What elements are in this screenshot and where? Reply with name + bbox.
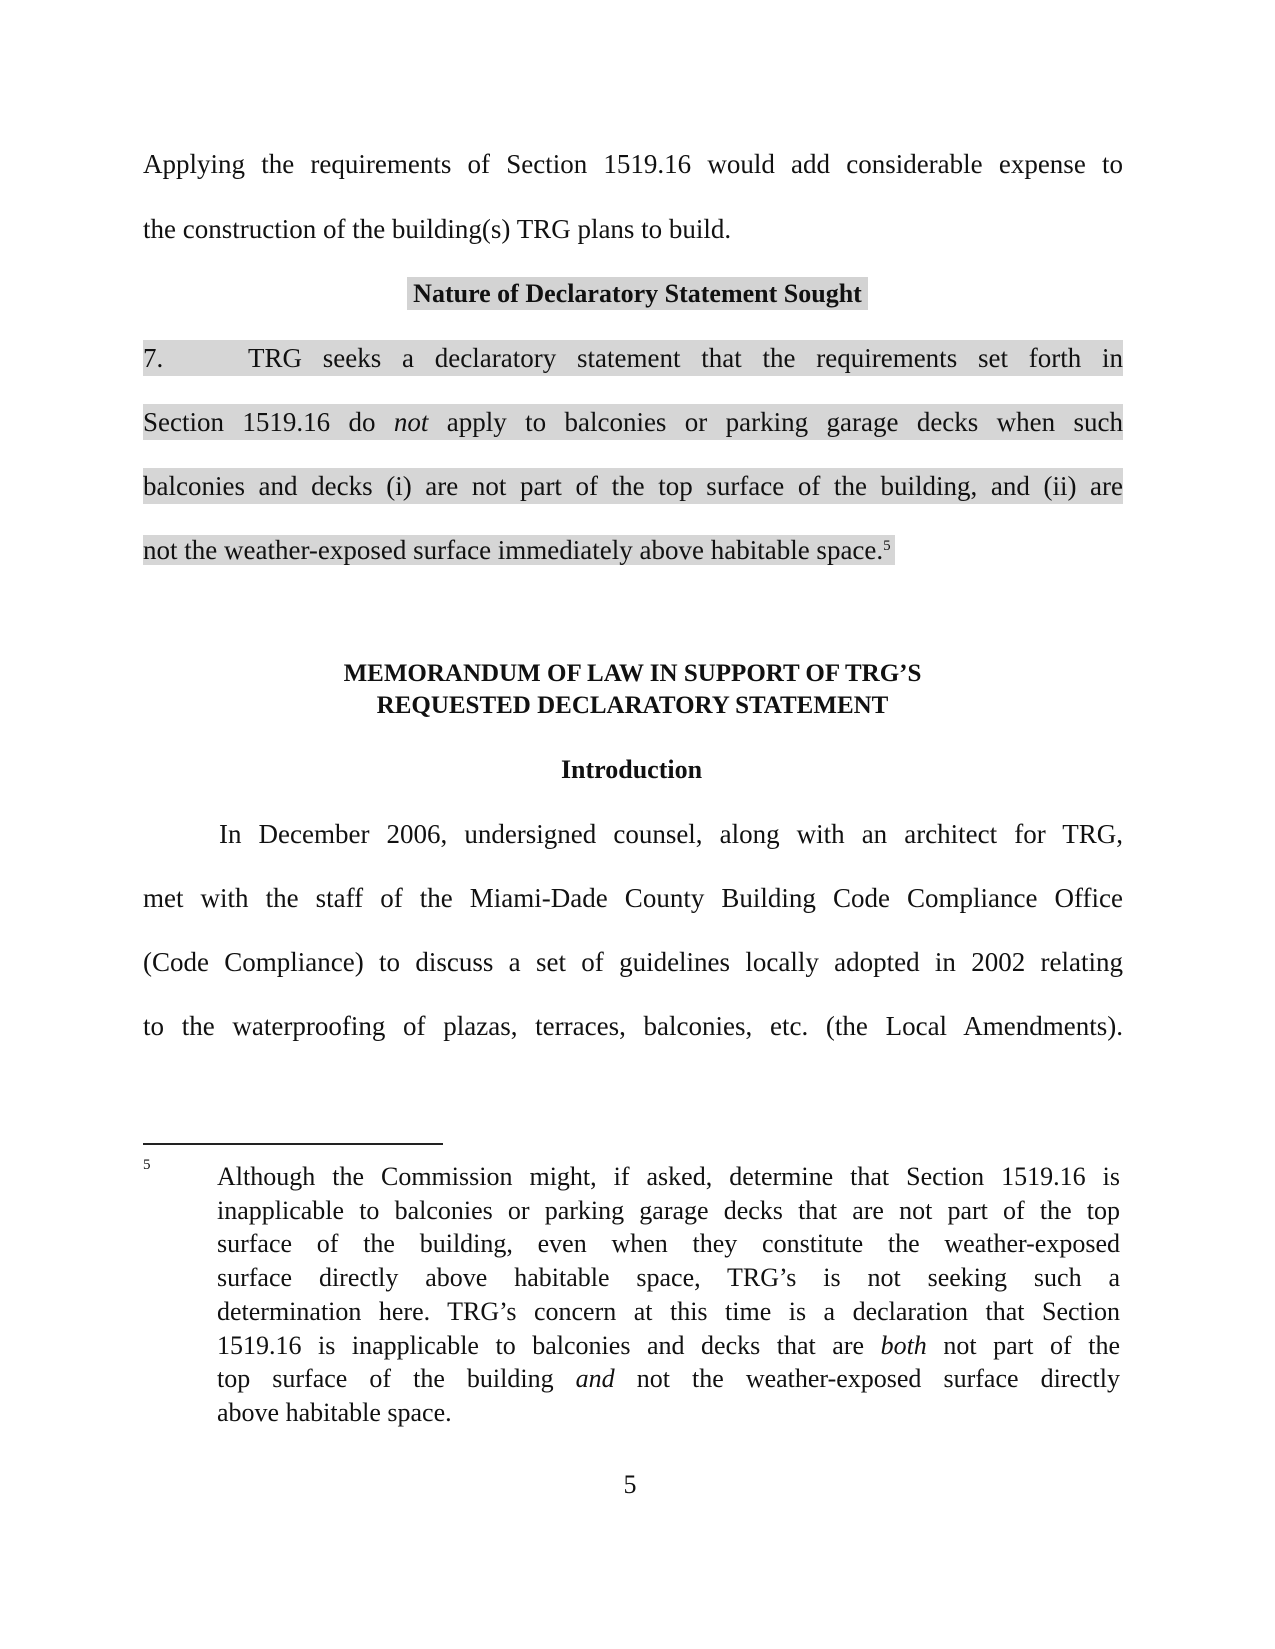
introduction-line-1 (143, 816, 1123, 852)
paragraph-7-line-1 (143, 340, 1123, 376)
paragraph-text: apply to balconies or parking garage decks when such (446, 407, 1124, 437)
page-number: 5 (623, 1470, 637, 1499)
footnote-line: Although the Commission might, if asked, determine that Section 1519.16 is (217, 1162, 1120, 1191)
paragraph-text: Section 1519.16 do (143, 407, 376, 437)
emphasis-text: not (393, 407, 429, 437)
footnote-line: above habitable space. (217, 1397, 452, 1427)
memorandum-title-line-1: MEMORANDUM OF LAW IN SUPPORT OF TRG’S (343, 660, 922, 687)
paragraph-7-line-3: balconies and decks (i) are not part of the top surface of the building, and (ii) are (143, 468, 1123, 504)
footnote-line: 1519.16 is inapplicable to balconies and decks that are both not part of the (217, 1330, 1120, 1360)
footnote-line: top surface of the building and not the weather-exposed surface directly (217, 1364, 1121, 1394)
memorandum-title-line-2: REQUESTED DECLARATORY STATEMENT (376, 692, 889, 719)
paragraph-number: 7. (143, 343, 164, 373)
footnote-line: inapplicable to balconies or parking garage decks that are not part of the top (217, 1195, 1120, 1225)
section-heading (0, 277, 1275, 311)
footnote-line: surface directly above habitable space, TRG’s is not seeking such a (217, 1263, 1120, 1293)
paragraph-text: In December 2006, undersigned counsel, along with an architect for TRG, (219, 819, 1123, 849)
introduction-line-3: (Code Compliance) to discuss a set of guidelines locally adopted in 2002 relating (143, 947, 1123, 977)
body-text-line: the construction of the building(s) TRG plans to build. (143, 214, 732, 244)
footnote-line: determination here. TRG’s concern at this time is a declaration that Section (217, 1296, 1120, 1326)
footnote-reference[interactable]: 5 (883, 538, 891, 554)
paragraph-text: not the weather-exposed surface immediately above habitable space. (143, 535, 884, 565)
introduction-line-2: met with the staff of the Miami-Dade County Building Code Compliance Office (143, 883, 1123, 913)
emphasis-text: both (880, 1330, 927, 1360)
body-text-line: Applying the requirements of Section 1519.16 would add considerable expense to (143, 149, 1123, 179)
paragraph-7-line-4 (143, 532, 895, 568)
footnote-text (217, 1160, 1120, 1430)
footnote-line: surface of the building, even when they constitute the weather-exposed (217, 1229, 1120, 1259)
emphasis-text: and (575, 1364, 615, 1394)
section-heading-text: Nature of Declaratory Statement Sought (407, 277, 868, 310)
footnote-separator (143, 1143, 443, 1145)
introduction-heading: Introduction (560, 755, 703, 784)
paragraph-text: TRG seeks a declaratory statement that the requirements set forth in (248, 343, 1123, 373)
introduction-line-4: to the waterproofing of plazas, terraces, balconies, etc. (the Local Amendments). (143, 1011, 1123, 1041)
paragraph-7-line-2 (143, 404, 1123, 440)
footnote-marker: 5 (143, 1157, 151, 1173)
